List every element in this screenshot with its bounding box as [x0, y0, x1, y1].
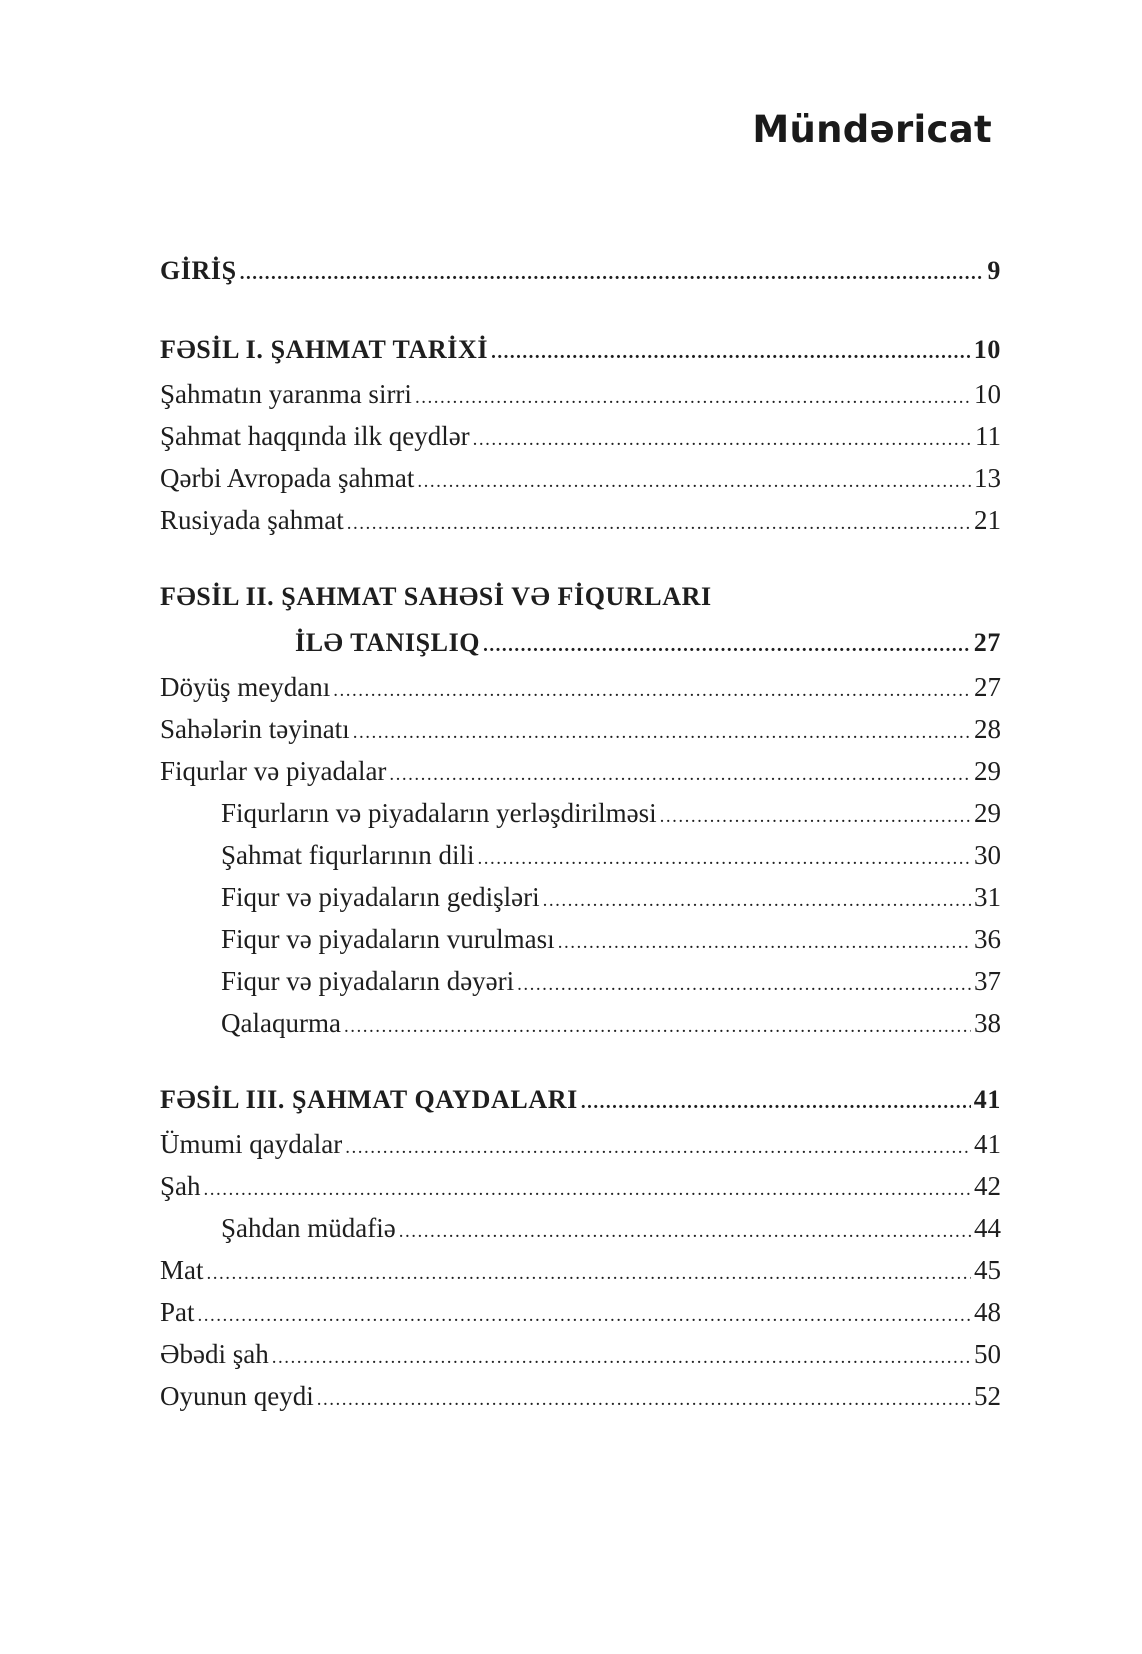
toc-page-number: 10	[973, 335, 1001, 364]
chapter-1	[160, 327, 1001, 541]
toc-page-number: 29	[974, 798, 1001, 828]
toc-entry[interactable]	[160, 708, 1001, 750]
toc-entry[interactable]	[160, 415, 1001, 457]
toc-subentry[interactable]	[160, 792, 1001, 834]
toc-page-number: 36	[974, 924, 1001, 954]
toc-entry-label: Qalaqurma	[221, 1008, 341, 1038]
dot-leader	[389, 754, 971, 796]
toc-chapter-heading[interactable]	[160, 1077, 1001, 1123]
toc-subentry[interactable]	[160, 876, 1001, 918]
toc-page-number: 11	[975, 421, 1001, 451]
toc-chapter-title-line1[interactable]: FƏSİL II. ŞAHMAT SAHƏSİ VƏ FİQURLARI	[160, 582, 712, 611]
toc-entry[interactable]	[160, 457, 1001, 499]
dot-leader	[344, 1006, 971, 1048]
toc-entry-label: Fiqur və piyadaların gedişləri	[221, 882, 540, 912]
dot-leader	[415, 377, 971, 419]
toc-subentry[interactable]	[160, 1002, 1001, 1044]
dot-leader	[240, 251, 985, 297]
dot-leader	[204, 1169, 972, 1211]
toc-entry-label: Şahmat fiqurlarının dili	[221, 840, 475, 870]
chapter-3	[160, 1077, 1001, 1417]
toc-entry[interactable]	[160, 666, 1001, 708]
toc-page-number: 38	[974, 1008, 1001, 1038]
toc-page-number: 9	[987, 256, 1001, 285]
toc-entry-label: Oyunun qeydi	[160, 1381, 314, 1411]
toc-page-number: 28	[974, 714, 1001, 744]
toc-chapter-heading[interactable]	[160, 327, 1001, 373]
dot-leader	[517, 964, 971, 1006]
dot-leader	[272, 1337, 971, 1379]
dot-leader	[347, 503, 971, 545]
dot-leader	[491, 330, 971, 376]
toc-entry-label: Fiqur və piyadaların vurulması	[221, 924, 555, 954]
toc-entry-intro[interactable]	[160, 248, 1001, 294]
dot-leader	[345, 1127, 971, 1169]
dot-leader	[417, 461, 971, 503]
toc-page-number: 27	[973, 628, 1001, 657]
toc-entry-label: Ümumi qaydalar	[160, 1129, 343, 1159]
toc-entry-label: GİRİŞ	[160, 256, 237, 285]
dot-leader	[543, 880, 971, 922]
dot-leader	[317, 1379, 971, 1421]
toc-chapter-title-line2: İLƏ TANIŞLIQ	[295, 628, 481, 657]
toc-entry-label: Şahmatın yaranma sirri	[160, 379, 412, 409]
toc-entry[interactable]	[160, 750, 1001, 792]
chapter-2	[160, 574, 1001, 1044]
toc-page-number: 50	[974, 1339, 1001, 1369]
toc-page-number: 52	[974, 1381, 1001, 1411]
table-of-contents	[160, 248, 1001, 1417]
toc-subentry[interactable]	[160, 1207, 1001, 1249]
toc-page-number: 44	[974, 1213, 1001, 1243]
toc-entry[interactable]	[160, 1123, 1001, 1165]
toc-entry-label: Rusiyada şahmat	[160, 505, 344, 535]
toc-entry-label: Şah	[160, 1171, 201, 1201]
toc-entry[interactable]	[160, 1165, 1001, 1207]
toc-entry-label: Şahmat haqqında ilk qeydlər	[160, 421, 470, 451]
toc-page-number: 48	[974, 1297, 1001, 1327]
dot-leader	[207, 1253, 972, 1295]
toc-entry-label: Qərbi Avropada şahmat	[160, 463, 415, 493]
toc-entry[interactable]	[160, 1249, 1001, 1291]
toc-entry-label: Fiqurlar və piyadalar	[160, 756, 387, 786]
dot-leader	[353, 712, 971, 754]
toc-entry[interactable]	[160, 1291, 1001, 1333]
toc-page-number: 21	[974, 505, 1001, 535]
toc-entry[interactable]	[160, 373, 1001, 415]
toc-page-number: 30	[974, 840, 1001, 870]
toc-entry-label: Fiqurların və piyadaların yerləşdirilməsi	[221, 798, 657, 828]
toc-chapter-heading[interactable]	[160, 620, 1001, 666]
toc-chapter-title: FƏSİL I. ŞAHMAT TARİXİ	[160, 335, 489, 364]
dot-leader	[581, 1080, 971, 1126]
page-title: Mündəricat	[752, 108, 992, 151]
toc-page-number: 31	[974, 882, 1001, 912]
toc-entry-label: Döyüş meydanı	[160, 672, 331, 702]
toc-entry-label: Sahələrin təyinatı	[160, 714, 350, 744]
dot-leader	[483, 623, 971, 669]
dot-leader	[477, 838, 971, 880]
toc-page-number: 42	[974, 1171, 1001, 1201]
toc-page-number: 41	[973, 1085, 1001, 1114]
toc-subentry[interactable]	[160, 918, 1001, 960]
toc-page-number: 10	[974, 379, 1001, 409]
dot-leader	[198, 1295, 971, 1337]
toc-entry-label: Mat	[160, 1255, 204, 1285]
toc-page-number: 37	[974, 966, 1001, 996]
toc-chapter-title: FƏSİL III. ŞAHMAT QAYDALARI	[160, 1085, 578, 1114]
toc-entry[interactable]	[160, 499, 1001, 541]
toc-page-number: 13	[974, 463, 1001, 493]
dot-leader	[558, 922, 971, 964]
dot-leader	[660, 796, 971, 838]
dot-leader	[399, 1211, 971, 1253]
toc-entry[interactable]	[160, 1333, 1001, 1375]
toc-page-number: 27	[974, 672, 1001, 702]
toc-entry-label: Şahdan müdafiə	[221, 1213, 396, 1243]
toc-page-number: 29	[974, 756, 1001, 786]
toc-page-number: 45	[974, 1255, 1001, 1285]
toc-entry[interactable]	[160, 1375, 1001, 1417]
toc-subentry[interactable]	[160, 960, 1001, 1002]
toc-entry-label: Əbədi şah	[160, 1339, 269, 1369]
dot-leader	[473, 419, 972, 461]
dot-leader	[333, 670, 971, 712]
toc-page-number: 41	[974, 1129, 1001, 1159]
toc-entry-label: Pat	[160, 1297, 195, 1327]
toc-subentry[interactable]	[160, 834, 1001, 876]
toc-entry-label: Fiqur və piyadaların dəyəri	[221, 966, 515, 996]
